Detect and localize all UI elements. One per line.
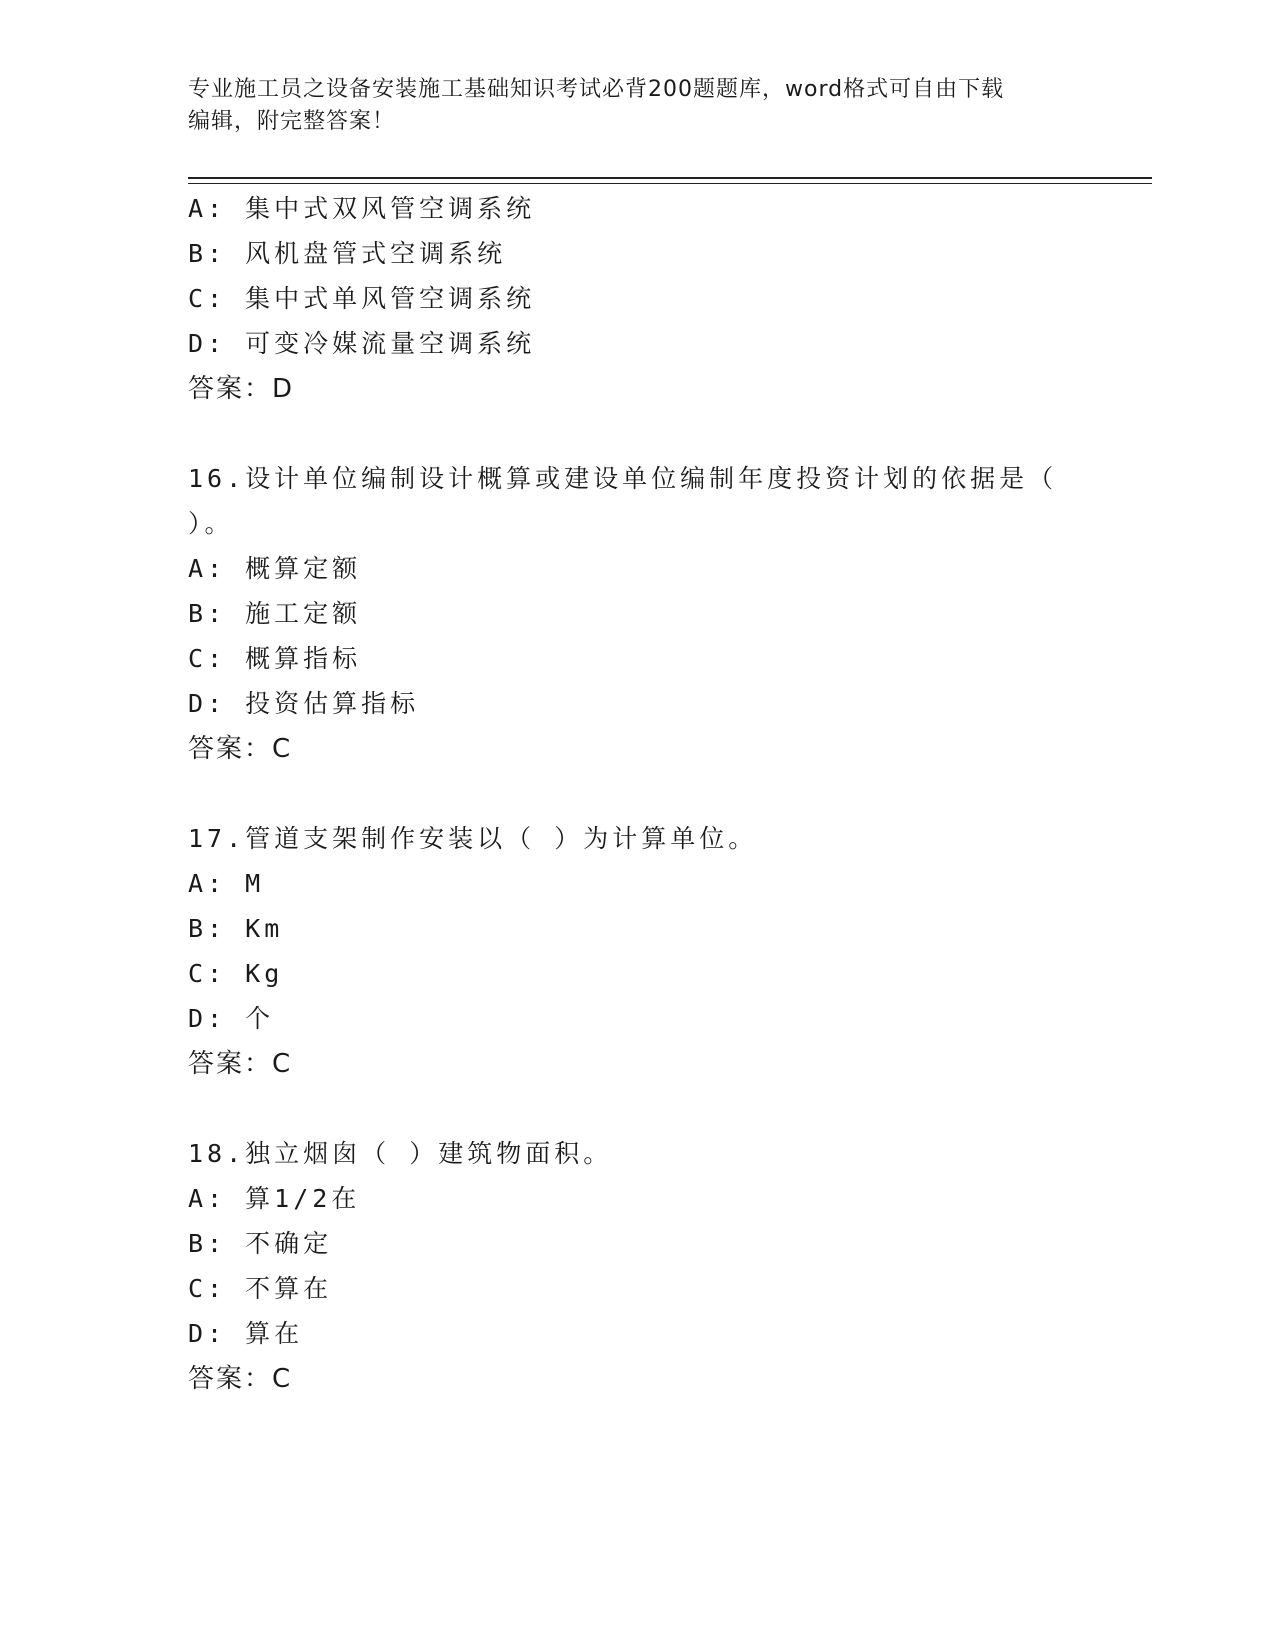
q15-option-d: D: 可变冷媒流量空调系统 [188, 329, 536, 358]
header-line-2: 编辑，附完整答案！ [188, 109, 396, 134]
header-line-1: 专业施工员之设备安装施工基础知识考试必背200题题库，word格式可自由下载 [188, 77, 1005, 102]
q18-option-a: A: 算1/2在 [188, 1184, 361, 1213]
q18-option-d: D: 算在 [188, 1319, 304, 1348]
q15-option-c: C: 集中式单风管空调系统 [188, 284, 536, 313]
q17-option-a: A: M [188, 869, 265, 898]
q17-option-b: B: Km [188, 914, 284, 943]
header-divider-thin [188, 183, 1152, 184]
header-divider-thick [188, 177, 1152, 179]
q15-answer: 答案：D [188, 374, 295, 404]
q16-option-a: A: 概算定额 [188, 554, 362, 583]
q17-question: 17.管道支架制作安装以（ ）为计算单位。 [188, 824, 758, 853]
q15-option-b: B: 风机盘管式空调系统 [188, 239, 507, 268]
q18-answer: 答案：C [188, 1364, 293, 1394]
q15-option-a: A: 集中式双风管空调系统 [188, 194, 536, 223]
q16-question-line-1: 16.设计单位编制设计概算或建设单位编制年度投资计划的依据是（ [188, 464, 1058, 493]
q18-question: 18.独立烟囱（ ）建筑物面积。 [188, 1139, 613, 1168]
q18-option-c: C: 不算在 [188, 1274, 333, 1303]
q16-question-line-2: ）。 [188, 509, 234, 538]
q18-option-b: B: 不确定 [188, 1229, 333, 1258]
q16-option-c: C: 概算指标 [188, 644, 362, 673]
q17-option-d: D: 个 [188, 1004, 275, 1033]
q16-option-b: B: 施工定额 [188, 599, 362, 628]
q17-option-c: C: Kg [188, 959, 284, 988]
q17-answer: 答案：C [188, 1049, 293, 1079]
q16-answer: 答案：C [188, 734, 293, 764]
q16-option-d: D: 投资估算指标 [188, 689, 420, 718]
document-header [188, 74, 1068, 138]
